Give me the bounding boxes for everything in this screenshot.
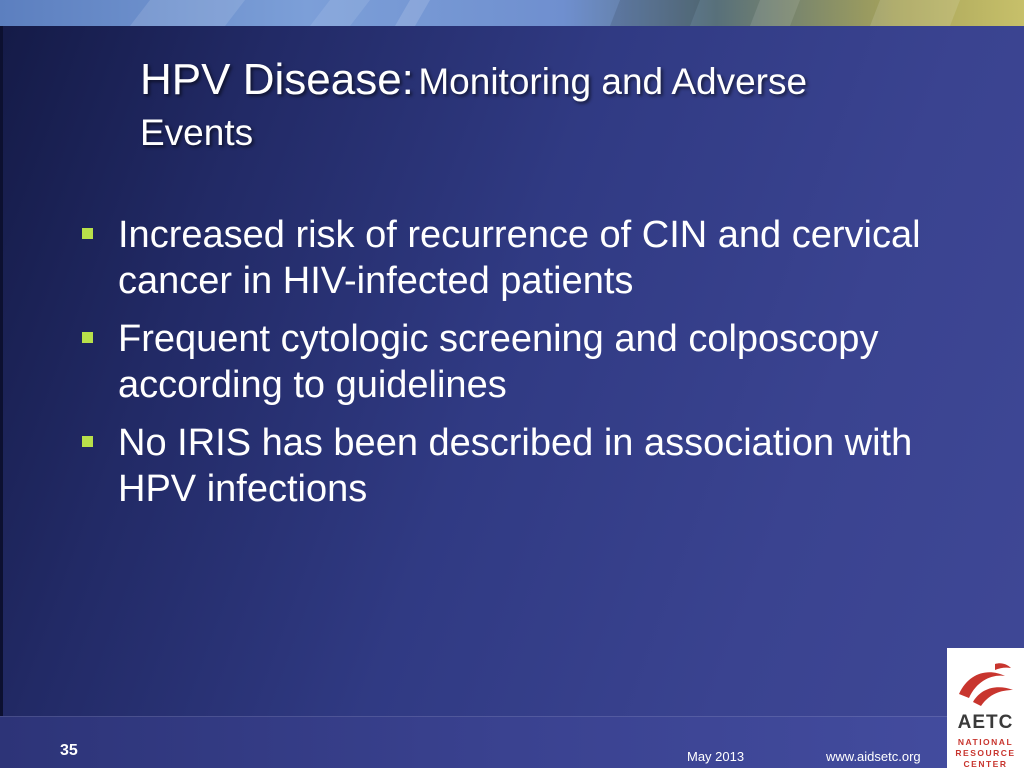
bullet-item bbox=[82, 212, 942, 304]
top-decorative-band bbox=[0, 0, 1024, 26]
bullet-text: Frequent cytologic screening and colposcopy according to guidelines bbox=[118, 318, 879, 406]
bullet-text: No IRIS has been described in association with HPV infections bbox=[118, 422, 913, 510]
slide-title bbox=[140, 55, 980, 153]
logo-line-national: NATIONAL bbox=[957, 737, 1014, 747]
bullet-list bbox=[82, 212, 942, 524]
page-number: 35 bbox=[60, 742, 78, 759]
logo-name: AETC bbox=[957, 712, 1014, 733]
square-bullet-icon bbox=[82, 332, 93, 343]
bullet-item bbox=[82, 420, 942, 512]
logo-line-resource: RESOURCE bbox=[955, 748, 1016, 758]
band-pattern bbox=[0, 0, 1024, 26]
bullet-item bbox=[82, 316, 942, 408]
aetc-logo bbox=[947, 648, 1024, 768]
square-bullet-icon bbox=[82, 228, 93, 239]
title-sub: Monitoring and Adverse bbox=[418, 61, 808, 102]
bullet-text: Increased risk of recurrence of CIN and cervical cancer in HIV-infected patients bbox=[118, 214, 921, 302]
square-bullet-icon bbox=[82, 436, 93, 447]
logo-line-center: CENTER bbox=[963, 759, 1008, 768]
left-edge bbox=[0, 26, 3, 768]
aetc-swoosh-icon bbox=[955, 654, 1016, 710]
footer-date: May 2013 bbox=[687, 749, 745, 764]
title-main: HPV Disease: bbox=[140, 55, 414, 104]
title-sub-line2: Events bbox=[140, 112, 254, 153]
footer-url[interactable]: www.aidsetc.org bbox=[826, 749, 921, 764]
footer-divider bbox=[0, 716, 1024, 717]
